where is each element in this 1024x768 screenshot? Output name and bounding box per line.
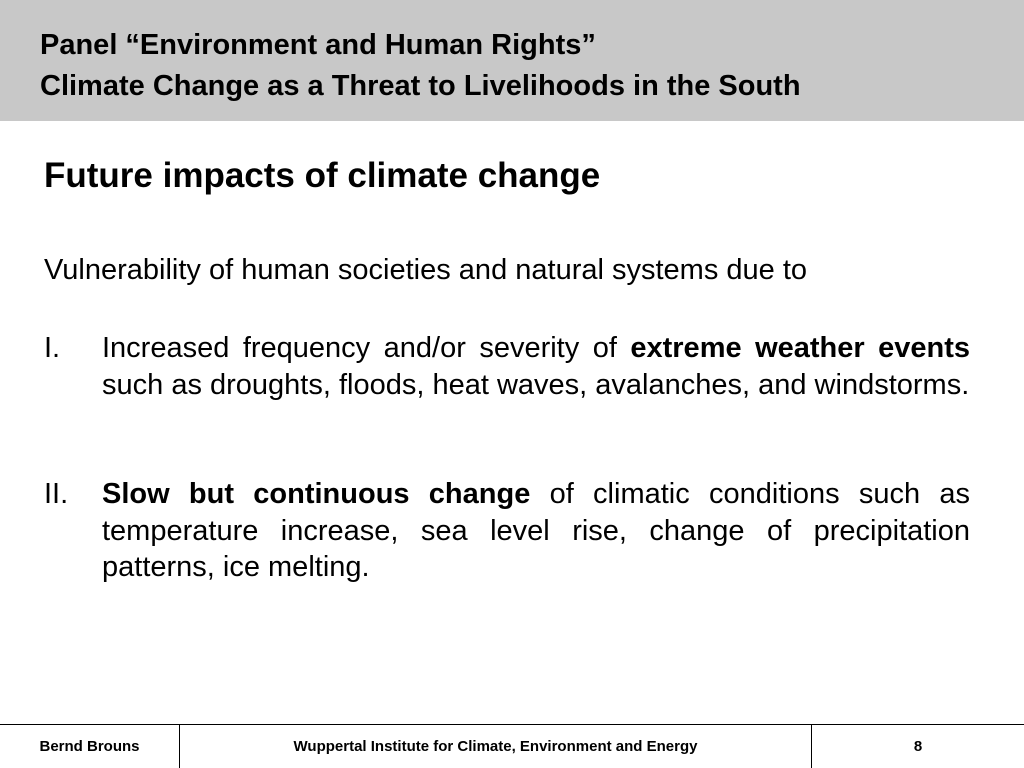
list-item-marker: II. (44, 478, 69, 510)
list-item-text (102, 476, 970, 586)
list-item-slow-change (44, 476, 970, 586)
list-item-text-before: Increased frequency and/or severity of (102, 332, 631, 364)
slide-header (0, 0, 1024, 121)
list-item-bold-phrase: extreme weather events (630, 332, 971, 364)
list-item-marker: I. (44, 332, 61, 364)
slide-title: Future impacts of climate change (44, 156, 601, 195)
header-panel-subtitle: Climate Change as a Threat to Livelihoods in the South (40, 70, 801, 102)
slide-intro-text: Vulnerability of human societies and natural systems due to (44, 254, 808, 286)
footer-page-number: 8 (913, 738, 923, 755)
list-item-text-after: of climatic conditions such as temperature increase, sea level rise, change of precipitation patterns, ice melting. (102, 478, 970, 583)
slide-footer (0, 724, 1024, 768)
list-item-text (102, 330, 970, 403)
list-item-extreme-weather (44, 330, 970, 403)
list-item-bold-phrase: Slow but continuous change (102, 478, 531, 510)
header-panel-title: Panel “Environment and Human Rights” (40, 29, 596, 61)
footer-author: Bernd Brouns (39, 738, 140, 755)
footer-institute: Wuppertal Institute for Climate, Environment and Energy (293, 738, 698, 755)
list-item-text-after: such as droughts, floods, heat waves, avalanches, and windstorms. (102, 368, 970, 401)
